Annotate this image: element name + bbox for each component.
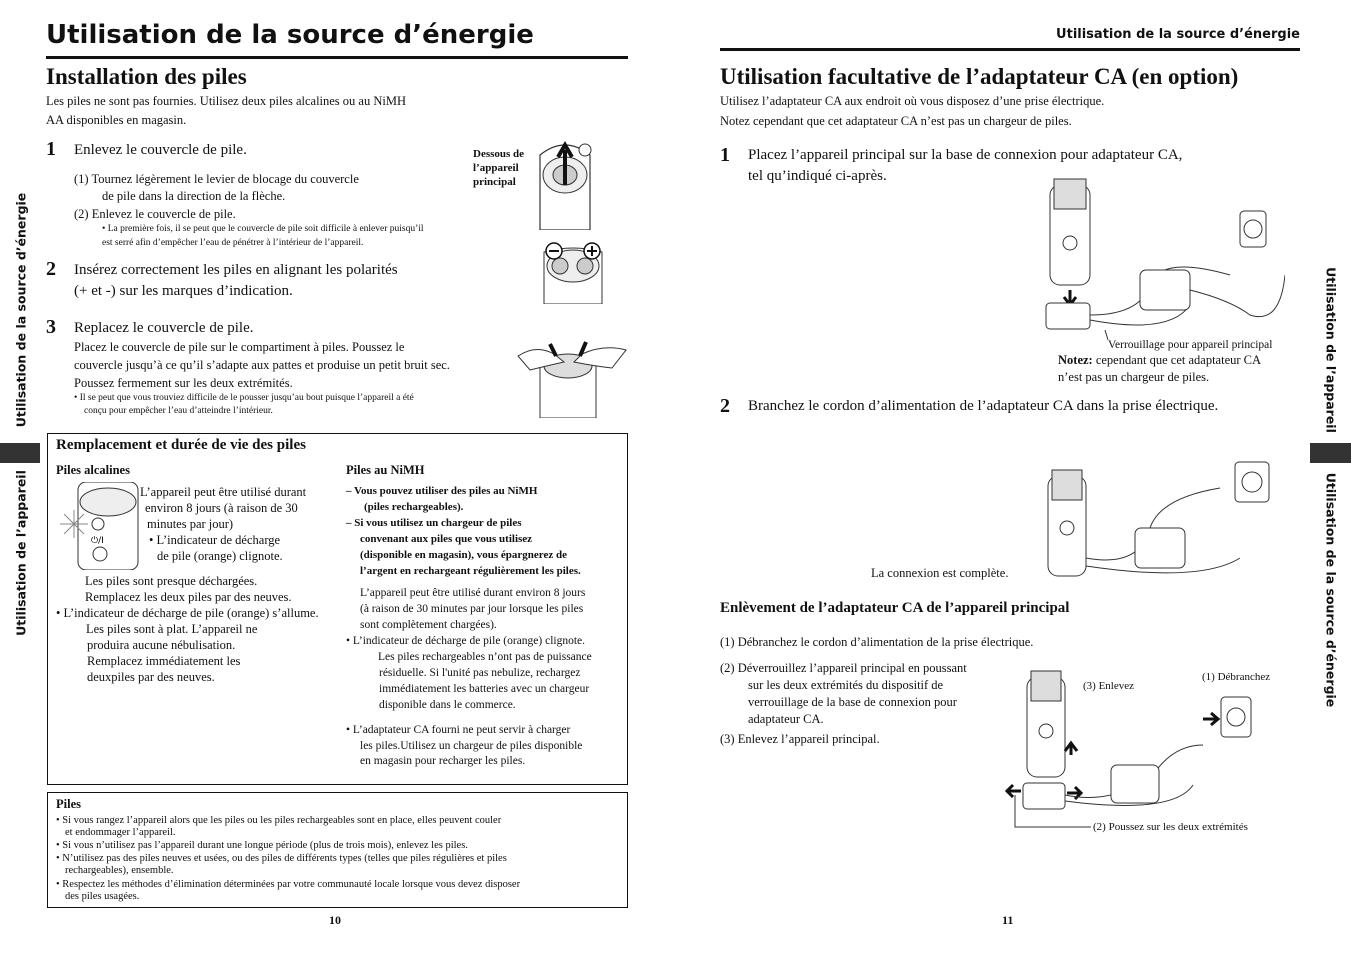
step-note: • Il se peut que vous trouviez difficile de le pousser jusqu’au bout puisque l’appareil a été <box>74 393 414 403</box>
step-note: conçu pour empêcher l’eau d’atteindre l’intérieur. <box>84 406 273 416</box>
step-sub: (1) Tournez légèrement le levier de blocage du couvercle <box>74 172 359 186</box>
step-note: • La première fois, il se peut que le couvercle de pile soit difficile à enlever puisqu’il <box>102 224 424 234</box>
step-body: Poussez fermement sur les deux extrémités. <box>74 376 293 390</box>
piles-line: et endommager l’appareil. <box>65 827 176 838</box>
side-tab-label: Utilisation de la source d’énergie <box>13 192 29 428</box>
side-tab-label: Utilisation de la source d’énergie <box>1323 472 1339 708</box>
piles-line: • N’utilisez pas des piles neuves et usées, ou des piles de différents types (telles que piles régulières et piles <box>56 853 507 864</box>
title-rule <box>46 56 628 59</box>
alk-line: Remplacez les deux piles par des neuves. <box>85 590 292 604</box>
piles-line: • Si vous rangez l’appareil alors que les piles ou les piles rechargeables sont en place, elles peuvent couler <box>56 815 502 826</box>
running-header: Utilisation de la source d’énergie <box>1056 27 1300 42</box>
step-sub: de pile dans la direction de la flèche. <box>102 189 286 203</box>
side-tab-marker <box>0 443 40 463</box>
figure-label: (3) Enlevez <box>1083 680 1134 692</box>
page-title: Utilisation de la source d’énergie <box>46 20 534 50</box>
nimh-line: disponible dans le commerce. <box>379 699 516 711</box>
nimh-line: • L’indicateur de décharge de pile (orange) clignote. <box>346 635 586 647</box>
section-title: Utilisation facultative de l’adaptateur CA (en option) <box>720 64 1239 89</box>
nimh-line: sont complètement chargées). <box>360 619 497 631</box>
step-text: Placez l’appareil principal sur la base de connexion pour adaptateur CA, <box>748 147 1183 163</box>
step-note: est serré afin d’empêcher l’eau de pénétrer à l’intérieur de l’appareil. <box>102 238 364 248</box>
step-text: Enlevez le couvercle de pile. <box>74 142 247 158</box>
removal-step: (3) Enlevez l’appareil principal. <box>720 732 880 746</box>
nimh-line: – Si vous utilisez un chargeur de piles <box>346 517 522 529</box>
side-tab-label: Utilisation de l’appareil <box>13 470 29 636</box>
cover-replace-illustration <box>516 326 628 418</box>
note-text: Notez: cependant que cet adaptateur CA <box>1058 353 1262 367</box>
nimh-title: Piles au NiMH <box>346 463 425 477</box>
intro-line: AA disponibles en magasin. <box>46 113 187 127</box>
removal-step: sur les deux extrémités du dispositif de <box>748 678 944 692</box>
removal-step: adaptateur CA. <box>748 712 824 726</box>
step-body: couvercle jusqu’à ce qu’il s’adapte aux pattes et produise un petit bruit sec. <box>74 358 450 372</box>
page-number: 10 <box>329 913 341 927</box>
nimh-line: résiduelle. Si l'unité pas nebulize, rechargez <box>379 667 581 679</box>
step-sub: (2) Enlevez le couvercle de pile. <box>74 207 236 221</box>
intro-line: Utilisez l’adaptateur CA aux endroit où vous disposez d’une prise électrique. <box>720 94 1105 108</box>
indicator-illustration <box>58 482 148 570</box>
step-text: Branchez le cordon d’alimentation de l’adaptateur CA dans la prise électrique. <box>748 398 1219 414</box>
step-text: Replacez le couvercle de pile. <box>74 320 254 336</box>
battery-polarity-illustration <box>538 242 608 304</box>
nimh-line: (disponible en magasin), vous épargnerez de <box>360 549 567 561</box>
step-number: 3 <box>46 316 56 338</box>
page-number: 11 <box>1002 913 1014 927</box>
step-text: tel qu’indiqué ci-après. <box>748 168 887 184</box>
nimh-line: l’argent en rechargeant régulièrement les piles. <box>360 565 581 577</box>
piles-line: • Respectez les méthodes d’élimination déterminées par votre communauté locale lorsque vous devez disposer <box>56 879 521 890</box>
step-body: Placez le couvercle de pile sur le compartiment à piles. Poussez le <box>74 340 405 354</box>
adapter-connection-illustration <box>1030 175 1285 350</box>
piles-line: rechargeables), ensemble. <box>65 865 174 876</box>
alk-line: Remplacez immédiatement les <box>87 654 241 668</box>
step-text: (+ et -) sur les marques d’indication. <box>74 283 293 299</box>
side-tab-marker <box>1310 443 1351 463</box>
alk-line: Les piles sont presque déchargées. <box>85 574 258 588</box>
piles-title: Piles <box>56 797 81 811</box>
nimh-line: L’appareil peut être utilisé durant environ 8 jours <box>360 587 586 599</box>
removal-step: (2) Déverrouillez l’appareil principal en poussant <box>720 661 967 675</box>
nimh-line: Les piles rechargeables n’ont pas de puissance <box>378 651 592 663</box>
piles-line: • Si vous n’utilisez pas l’appareil durant une longue période (plus de trois mois), enlevez les piles. <box>56 840 468 851</box>
header-rule <box>720 48 1300 51</box>
nimh-line: – Vous pouvez utiliser des piles au NiMH <box>346 485 538 497</box>
nimh-line: les piles.Utilisez un chargeur de piles disponible <box>360 740 583 752</box>
nimh-line: immédiatement les batteries avec un chargeur <box>379 683 590 695</box>
alk-line: de pile (orange) clignote. <box>157 549 283 563</box>
alk-line: • L’indicateur de décharge de pile (orange) s’allume. <box>56 606 319 620</box>
alk-line: • L’indicateur de décharge <box>149 533 281 547</box>
complete-label: La connexion est complète. <box>871 566 1009 580</box>
step-number: 1 <box>46 138 56 160</box>
piles-line: des piles usagées. <box>65 891 140 902</box>
alk-line: produira aucune nébulisation. <box>87 638 236 652</box>
power-switch-label: ⏻/I <box>91 536 104 546</box>
figure-label: Dessous de l’appareil principal <box>473 148 525 188</box>
removal-step: (1) Débranchez le cordon d’alimentation de la prise électrique. <box>720 635 1034 649</box>
step-text: Insérez correctement les piles en alignant les polarités <box>74 262 398 278</box>
nimh-line: convenant aux piles que vous utilisez <box>360 533 533 545</box>
nimh-line: • L’adaptateur CA fourni ne peut servir à charger <box>346 724 571 736</box>
alk-line: deuxpiles par des neuves. <box>87 670 215 684</box>
alk-line: environ 8 jours (à raison de 30 <box>145 501 298 515</box>
removal-title: Enlèvement de l’adaptateur CA de l’appareil principal <box>720 600 1070 616</box>
lock-label: Verrouillage pour appareil principal <box>1108 339 1273 351</box>
side-tab-label: Utilisation de l’appareil <box>1323 267 1339 433</box>
note-text: n’est pas un chargeur de piles. <box>1058 370 1210 384</box>
alk-line: L’appareil peut être utilisé durant <box>140 485 307 499</box>
box-title: Remplacement et durée de vie des piles <box>56 437 306 453</box>
removal-step: verrouillage de la base de connexion pour <box>748 695 957 709</box>
step-number: 2 <box>46 258 56 280</box>
step-number: 2 <box>720 395 730 417</box>
figure-label: (1) Débranchez <box>1202 671 1271 683</box>
alk-line: minutes par jour) <box>147 517 234 531</box>
nimh-line: (piles rechargeables). <box>364 501 464 513</box>
alkaline-title: Piles alcalines <box>56 463 130 477</box>
nimh-line: en magasin pour recharger les piles. <box>360 755 526 767</box>
adapter-complete-illustration <box>1040 458 1295 583</box>
nimh-line: (à raison de 30 minutes par jour lorsque les piles <box>360 603 584 615</box>
intro-line: Notez cependant que cet adaptateur CA n’est pas un chargeur de piles. <box>720 114 1072 128</box>
alk-line: Les piles sont à plat. L’appareil ne <box>86 622 258 636</box>
step-number: 1 <box>720 144 730 166</box>
device-bottom-illustration <box>530 135 600 230</box>
intro-line: Les piles ne sont pas fournies. Utilisez deux piles alcalines ou au NiMH <box>46 94 406 108</box>
section-title: Installation des piles <box>46 64 247 89</box>
figure-label: (2) Poussez sur les deux extrémités <box>1093 821 1248 833</box>
